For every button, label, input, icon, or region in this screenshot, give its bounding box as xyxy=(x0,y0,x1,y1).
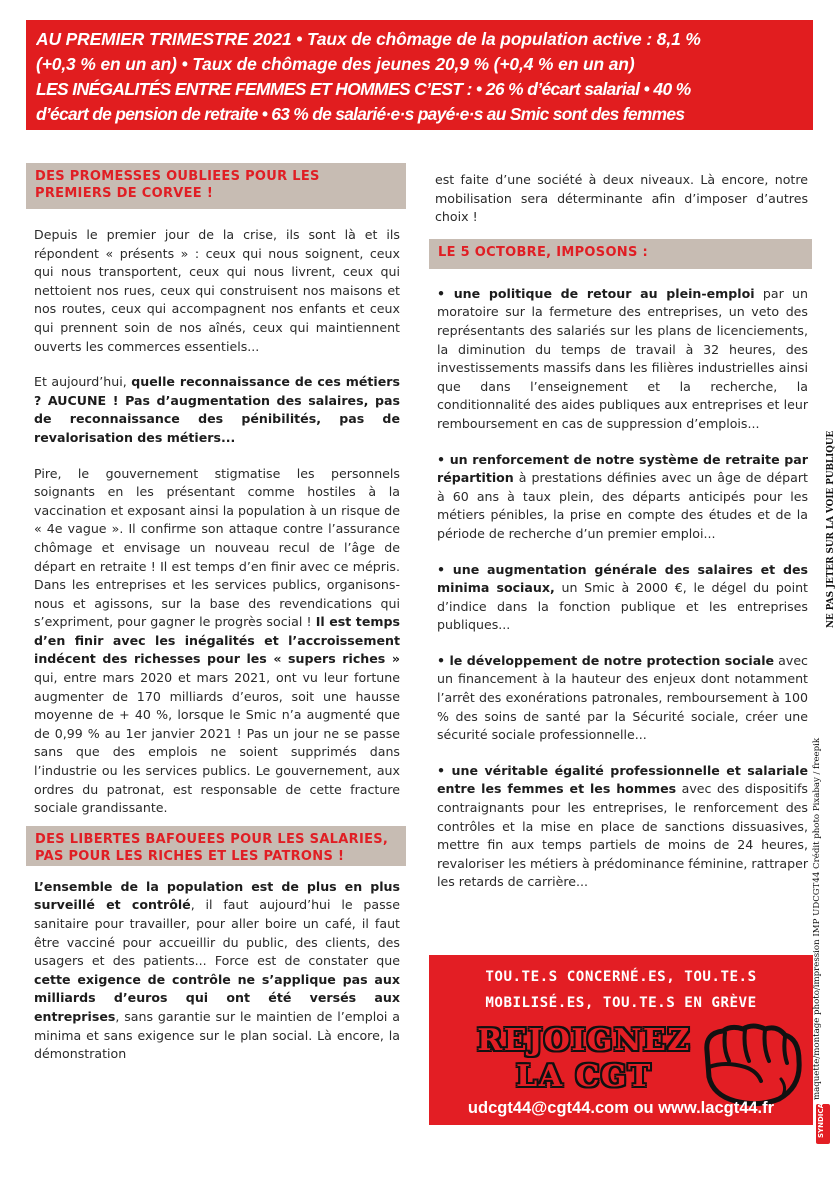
demand-title: • une politique de retour au plein-emploi xyxy=(437,285,755,301)
paragraph-reconnaissance xyxy=(26,373,406,447)
demand-title: • une véritable égalité professionnelle et salariale entre les femmes et les hommes xyxy=(437,762,808,797)
cta-slogan-line-2: MOBILISÉ.ES, TOU.TE.S EN GRÈVE xyxy=(485,995,757,1011)
demand-text: par un moratoire sur la fermeture des entreprises, un veto des représentants des salariés sur les plans de licenciements, la diminution du temps de travail à 32 heures, des investissements massifs dans les filières industrielles ainsi que dans l’enseignement et la recherche, la conditionnalité des aides publiques aux entreprises et leur remboursement en cas de suppression d’emplois... xyxy=(437,285,808,431)
call-to-action-box xyxy=(429,955,813,1125)
demand-item xyxy=(429,285,812,434)
demand-item xyxy=(429,762,812,892)
demand-title: • une augmentation générale des salaires et des minima sociaux, xyxy=(437,561,808,596)
banner-line-3: LES INÉGALITÉS ENTRE FEMMES ET HOMMES C’EST : • 26 % d’écart salarial • 40 % xyxy=(36,79,691,99)
text-segment: qui, entre mars 2020 et mars 2021, ont vu leur fortune augmenter de 170 milliards d’euros, soit une hausse moyenne de + 40 %, lorsque le Smic n’a augmenté que de 0,99 % au 1er janvier 2021 ! Pas un jour ne se passe sans que des emplois ne soient supprimés dans l’industrie ou les services publics. Le gouvernement, aux ordres du patronat, est responsable de cette fracture sociale grandissante. xyxy=(34,670,400,816)
demand-text: avec des dispositifs contraignants pour les entreprises, le renforcement des contrôles et la mise en place de sanctions dissuasives, mettre fin aux temps partiels de moins de 24 heures, revaloriser les métiers à prédominance féminine, rattraper les retards de carrière... xyxy=(437,781,808,890)
section-heading-promesses: DES PROMESSES OUBLIEES POUR LES PREMIERS DE CORVEE ! xyxy=(26,163,406,209)
join-headline xyxy=(469,1023,699,1095)
text-segment: Pire, le gouvernement stigmatise les personnels soignants en les présentant comme hostiles à la vaccination et exposant ainsi la population à un risque de « 4e vague ». Il confirme son attaque contre l’assurance chômage et envisage un nouveau recul de l’âge de départ en retraite ! Il est temps d’en finir avec ce mépris. Dans les entreprises et les services publics, organisons-nous et agissons, sur la base des revendications qui s’expriment, pour gagner le progrès social ! xyxy=(34,465,400,630)
paragraph-continued: est faite d’une société à deux niveaux. Là encore, notre mobilisation sera déterminante afin d’imposer d’autres choix ! xyxy=(435,172,808,225)
credits-vertical-text: maquette/montage photo/impression IMP UDCGT44 Crédit photo Pixabay / freepik xyxy=(812,737,822,1100)
right-column xyxy=(429,163,812,892)
demand-item xyxy=(429,652,812,745)
raised-fist-icon xyxy=(695,1021,803,1107)
emphasis-text: quelle reconnaissance de ces métiers ? AUCUNE ! Pas d’augmentation des salaires, pas de reconnaissance des pénibilités, pas de revalorisation des métiers... xyxy=(34,374,400,445)
join-word-1: REJOIGNEZ xyxy=(477,1023,691,1058)
section-heading-libertes: DES LIBERTES BAFOUEES POUR LES SALARIES, PAS POUR LES RICHES ET LES PATRONS ! xyxy=(26,826,406,866)
demand-title: • un renforcement de notre système de retraite par répartition xyxy=(437,451,808,486)
notice-vertical-text: NE PAS JETER SUR LA VOIE PUBLIQUE xyxy=(826,430,836,628)
banner-line-4: d’écart de pension de retraite • 63 % de salarié·e·s payé·e·s au Smic sont des femmes xyxy=(36,104,685,124)
demands-list xyxy=(429,285,812,892)
emphasis-text: cette exigence de contrôle ne s’applique pas aux milliards d’euros qui ont été versés aux entreprises xyxy=(34,971,400,1024)
join-word-2: LA CGT xyxy=(516,1059,652,1094)
banner-line-1: AU PREMIER TRIMESTRE 2021 • Taux de chômage de la population active : 8,1 % xyxy=(36,29,701,49)
demand-item xyxy=(429,561,812,635)
paragraph-surveillance xyxy=(26,878,406,1064)
left-column xyxy=(26,163,406,1064)
contact-line: udcgt44@cgt44.com ou www.lacgt44.fr xyxy=(467,1099,775,1117)
cta-slogan-line-1: TOU.TE.S CONCERNÉ.ES, TOU.TE.S xyxy=(485,969,757,985)
text-segment: , sans garantie sur le maintien de l’emploi a minima et sans exigence sur le plan social. Là encore, la démonstration xyxy=(34,1008,400,1062)
demand-item xyxy=(429,451,812,544)
paragraph-premiers-jours: Depuis le premier jour de la crise, ils sont là et ils répondent « présents » : ceux qui nous soignent, ceux qui nous transportent, ceux qui nous livrent, ceux qui nettoient nos rues, ceux qui construisent nos maisons et nos routes, ceux qui accompagnent nos enfants et ceux qui prennent soin de nos aînés, ceux qui maintiennent ouverts les commerces essentiels... xyxy=(34,227,400,354)
demand-text: à prestations définies avec un âge de départ à 60 ans à taux plein, des départs anticipés pour les métiers pénibles, la prise en compte des études et de la période de recherche d’un premier emploi... xyxy=(437,470,808,541)
union-logo xyxy=(816,1098,830,1144)
emphasis-text: L’ensemble de la population est de plus en plus surveillé et contrôlé xyxy=(34,878,400,913)
demand-text: avec un financement à la hauteur des enjeux dont notamment l’arrêt des exonérations patronales, remboursement à 100 % des soins de santé par la Sécurité sociale, créer une sécurité sociale professionnelle... xyxy=(437,652,808,743)
paragraph-gouvernement xyxy=(26,465,406,818)
demand-text: un Smic à 2000 €, le dégel du point d’indice dans la fonction publique et les entreprises publiques... xyxy=(437,580,808,633)
section-heading-imposons: LE 5 OCTOBRE, IMPOSONS : xyxy=(429,239,812,269)
emphasis-text: Il est temps d’en finir avec les inégalités et l’accroissement indécent des richesses pour les « supers riches » xyxy=(34,614,401,667)
banner-line-2: (+0,3 % en un an) • Taux de chômage des jeunes 20,9 % (+0,4 % en un an) xyxy=(36,54,635,74)
text-segment: , il faut aujourd’hui le passe sanitaire pour travailler, pour aller boire un café, il faut être vacciné pour accueillir du public, des clients, des usagers et des patients... Force est de constater que xyxy=(34,897,400,969)
demand-title: • le développement de notre protection sociale xyxy=(437,652,775,668)
headline-banner xyxy=(26,20,813,130)
text-segment: Et aujourd’hui, xyxy=(34,374,132,390)
logo-text: SYNDICAT xyxy=(817,1098,825,1138)
